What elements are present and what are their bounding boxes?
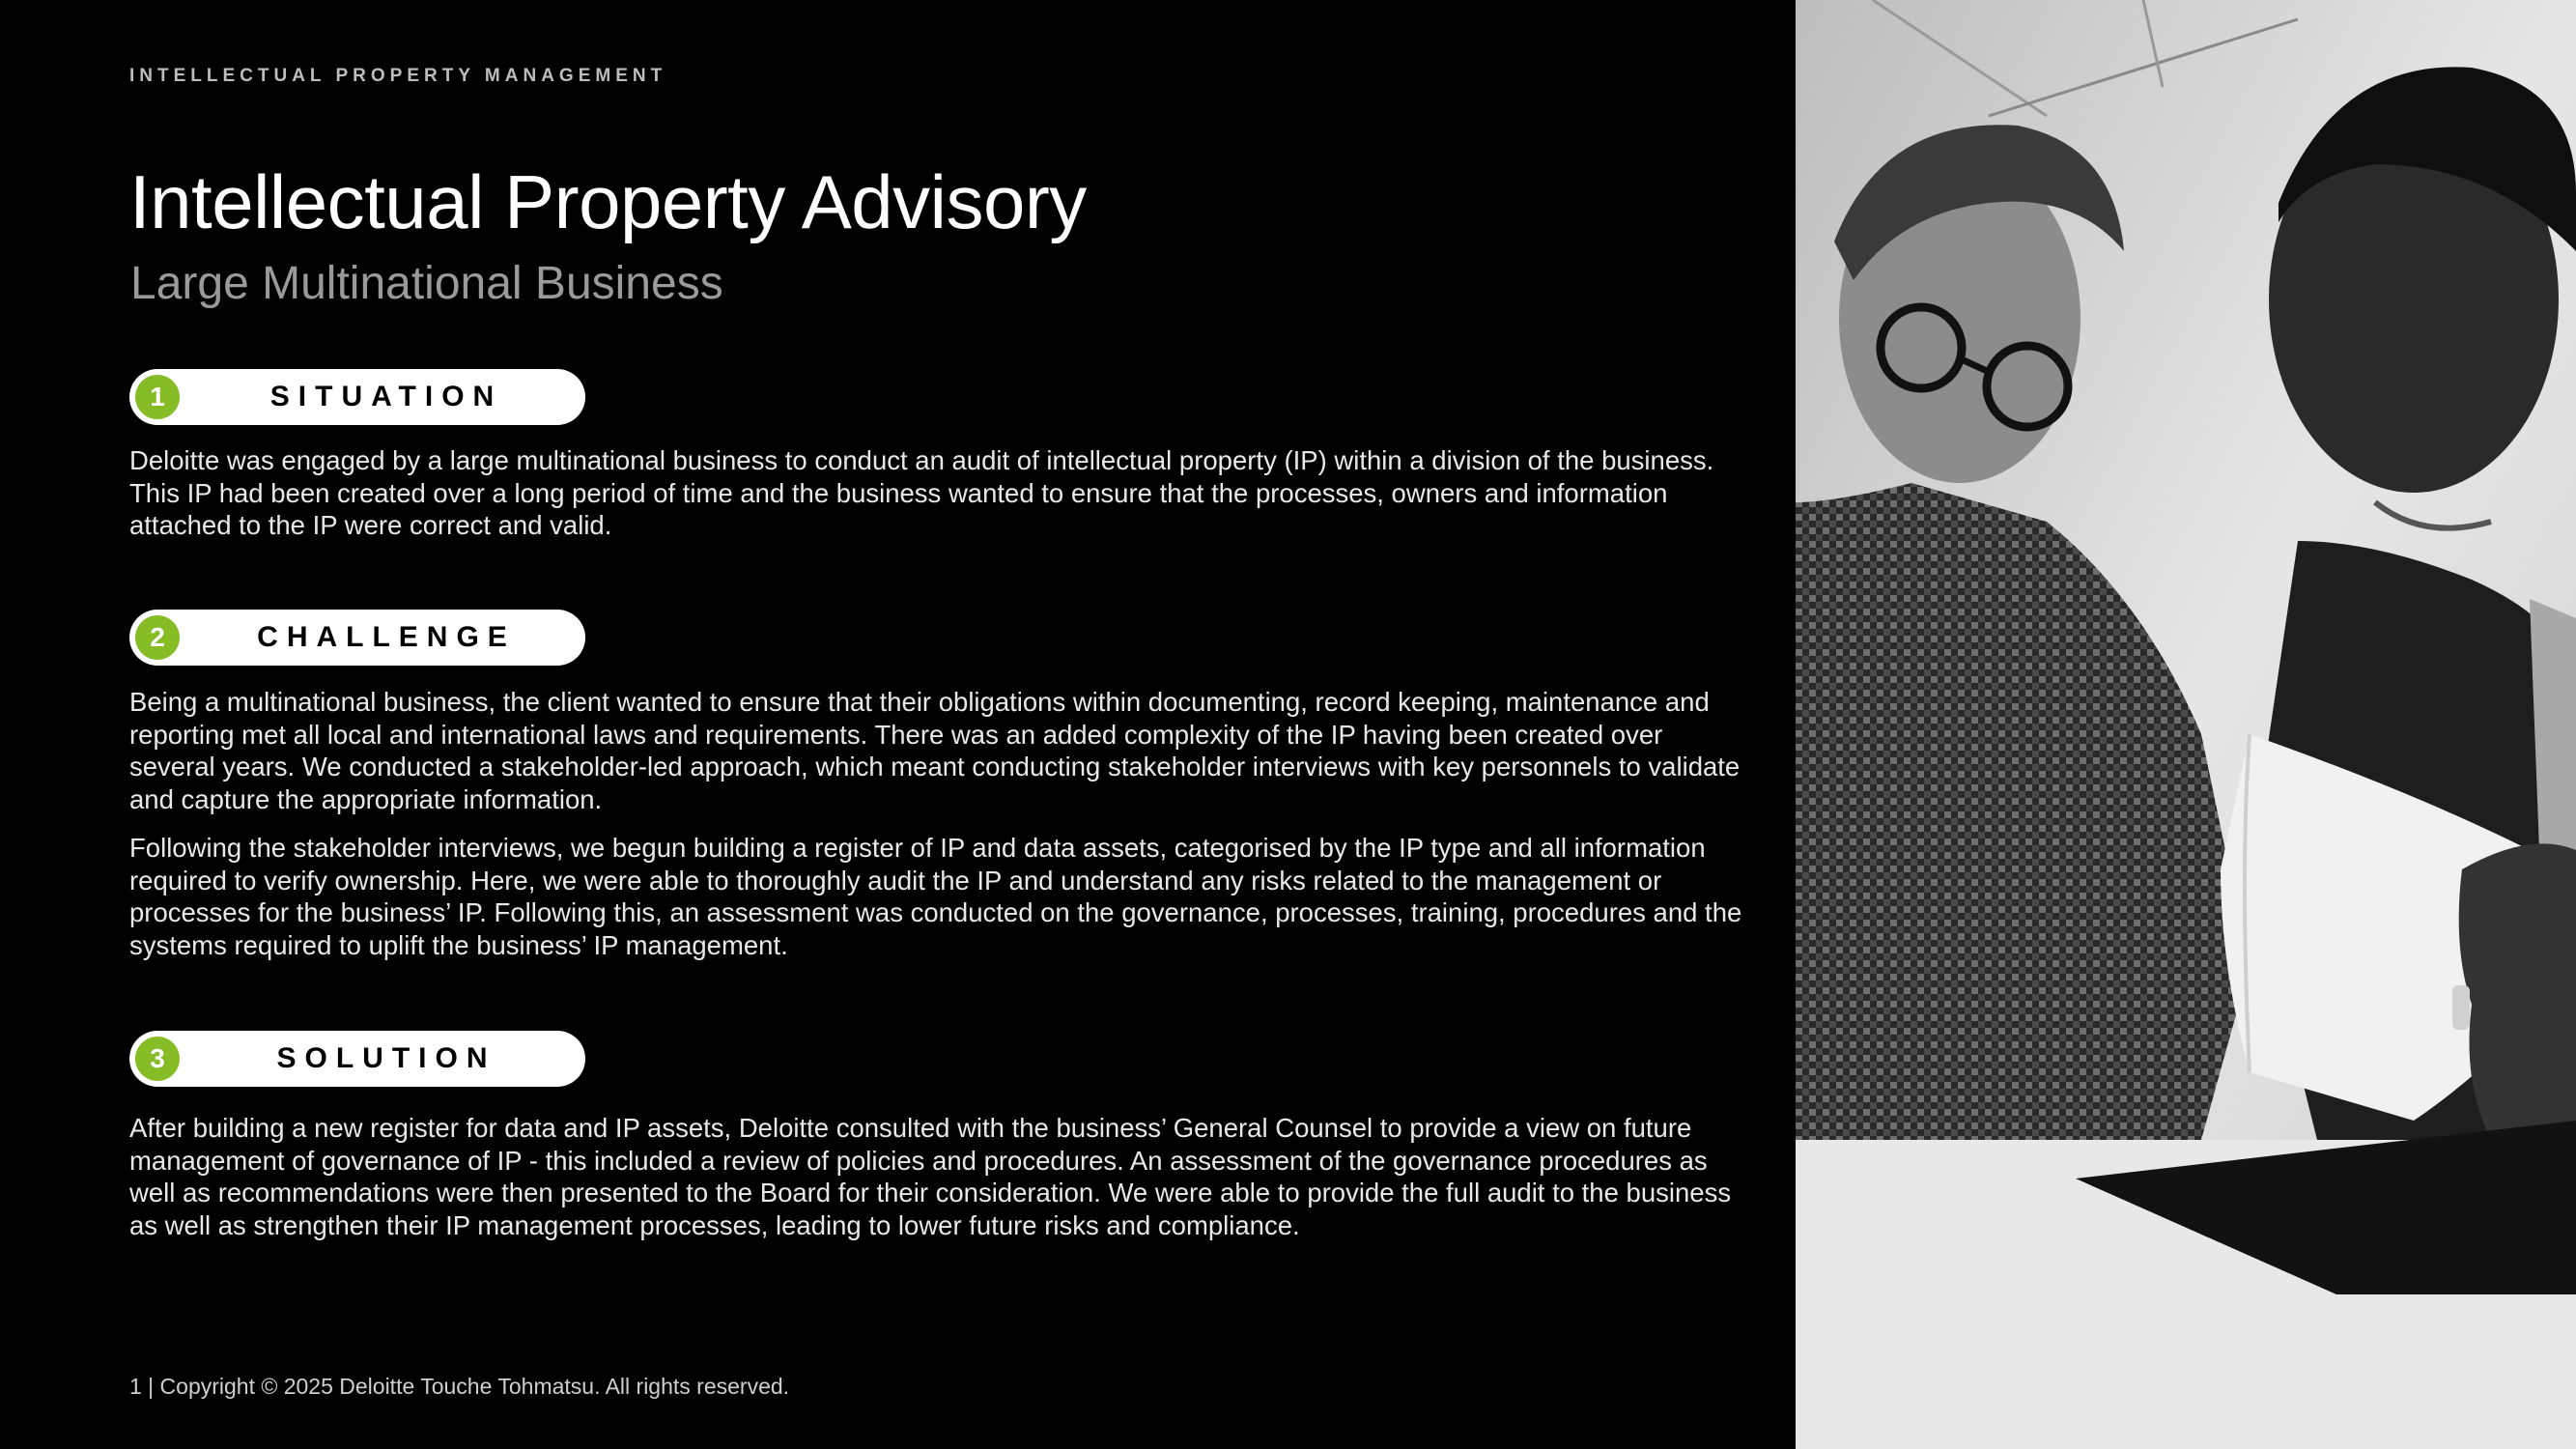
step-number-badge: 2	[135, 615, 180, 660]
solution-heading-pill	[129, 1031, 585, 1087]
challenge-heading-pill	[129, 610, 585, 666]
challenge-paragraph-2: Following the stakeholder interviews, we begun building a register of IP and data assets, categorised by the IP type and all information required to verify ownership. Here, we were able to thoroughly audit the IP and understand any risks related to the management or processes for the business’ IP. Following this, an assessment was conducted on the governance, processes, training, procedures and the systems required to uplift the business’ IP management.	[129, 833, 1742, 960]
solution-paragraph: After building a new register for data and IP assets, Deloitte consulted with the business’ General Counsel to provide a view on future management of governance of IP - this included a review of policies and procedures. An assessment of the governance procedures as well as recommendations were then presented to the Board for their consideration. We were able to provide the full audit to the business as well as strengthen their IP management processes, leading to lower future risks and compliance.	[129, 1113, 1732, 1240]
challenge-paragraph-1: Being a multinational business, the client wanted to ensure that their obligations within documenting, record keeping, maintenance and reporting met all local and international laws and requirements. There was an added complexity of the IP having been created over several years. We conducted a stakeholder-led approach, which meant conducting stakeholder interviews with key personnels to validate and capture the appropriate information.	[129, 687, 1741, 814]
step-number-badge: 1	[135, 375, 180, 419]
situation-heading-label: SITUATION	[269, 381, 503, 412]
section-eyebrow: INTELLECTUAL PROPERTY MANAGEMENT	[129, 66, 667, 86]
challenge-heading-label: CHALLENGE	[257, 621, 516, 653]
solution-heading-label: SOLUTION	[276, 1042, 496, 1074]
situation-heading-pill	[129, 369, 585, 425]
page-title: Intellectual Property Advisory	[129, 159, 1087, 244]
business-meeting-photo	[1796, 0, 2576, 1449]
situation-paragraph: Deloitte was engaged by a large multinational business to conduct an audit of intellectual property (IP) within a division of the business. This IP had been created over a long period of time and the business wanted to ensure that the processes, owners and information attached to the IP were correct and valid.	[129, 445, 1714, 540]
page-subtitle: Large Multinational Business	[130, 258, 723, 309]
step-number-badge: 3	[135, 1037, 180, 1081]
copyright-footer: 1 | Copyright © 2025 Deloitte Touche Tohmatsu. All rights reserved.	[129, 1374, 790, 1399]
